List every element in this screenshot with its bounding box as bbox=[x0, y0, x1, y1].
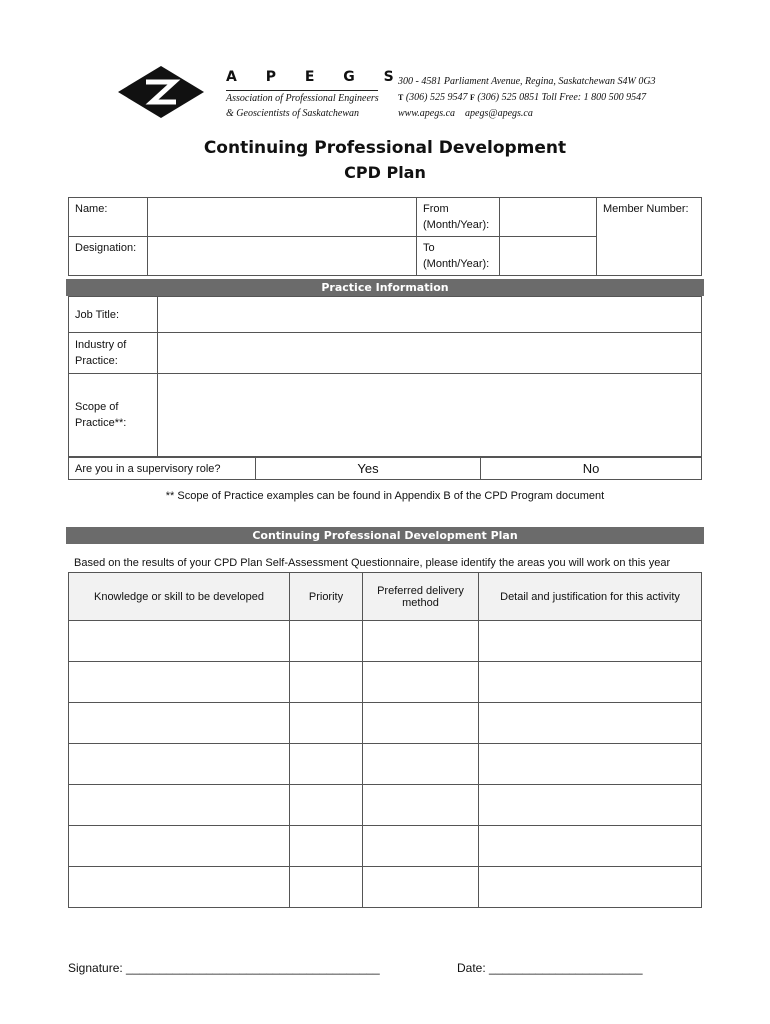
col-delivery-method: Preferred delivery method bbox=[363, 573, 479, 621]
web-line bbox=[398, 108, 533, 119]
col-detail: Detail and justification for this activity bbox=[479, 573, 702, 621]
industry-label: Industry of Practice: bbox=[75, 339, 127, 367]
designation-label: Designation: bbox=[75, 242, 137, 254]
phone: (306) 525 9547 bbox=[405, 92, 468, 103]
designation-field[interactable] bbox=[148, 237, 417, 276]
detail-cell[interactable] bbox=[479, 621, 702, 662]
apegs-logo bbox=[116, 64, 206, 120]
supervisory-label: Are you in a supervisory role? bbox=[75, 462, 221, 475]
knowledge-cell[interactable] bbox=[69, 785, 290, 826]
supervisory-no-option[interactable]: No bbox=[481, 458, 702, 480]
to-label-cell bbox=[417, 237, 500, 276]
delivery-cell[interactable] bbox=[363, 662, 479, 703]
supervisory-yes-option[interactable]: Yes bbox=[256, 458, 481, 480]
col-knowledge: Knowledge or skill to be developed bbox=[69, 573, 290, 621]
cpd-plan-rows bbox=[69, 621, 702, 908]
knowledge-cell[interactable] bbox=[69, 867, 290, 908]
knowledge-cell[interactable] bbox=[69, 621, 290, 662]
delivery-cell[interactable] bbox=[363, 785, 479, 826]
org-line-1: Association of Professional Engineers bbox=[226, 93, 379, 104]
page-subtitle: CPD Plan bbox=[344, 163, 426, 182]
table-row bbox=[69, 826, 702, 867]
date-line[interactable]: _______________________ bbox=[489, 961, 643, 975]
knowledge-cell[interactable] bbox=[69, 744, 290, 785]
priority-cell[interactable] bbox=[290, 703, 363, 744]
cpd-plan-intro: Based on the results of your CPD Plan Self-Assessment Questionnaire, please identify the areas you will work on this year bbox=[74, 557, 671, 569]
from-label: From (Month/Year): bbox=[423, 203, 490, 231]
org-line-2: & Geoscientists of Saskatchewan bbox=[226, 108, 360, 119]
fax-label: F bbox=[470, 93, 475, 102]
address-line: 300 - 4581 Parliament Avenue, Regina, Saskatchewan S4W 0G3 bbox=[398, 76, 656, 87]
table-row bbox=[69, 867, 702, 908]
detail-cell[interactable] bbox=[479, 703, 702, 744]
col-priority: Priority bbox=[290, 573, 363, 621]
supervisory-table bbox=[68, 457, 702, 480]
detail-cell[interactable] bbox=[479, 826, 702, 867]
industry-field[interactable] bbox=[158, 333, 702, 374]
name-label-cell bbox=[69, 198, 148, 237]
knowledge-cell[interactable] bbox=[69, 703, 290, 744]
from-label-cell bbox=[417, 198, 500, 237]
practice-info-table bbox=[68, 296, 702, 457]
job-title-field[interactable] bbox=[158, 297, 702, 333]
signature-line[interactable]: ______________________________________ bbox=[126, 961, 380, 975]
detail-cell[interactable] bbox=[479, 662, 702, 703]
job-title-label: Job Title: bbox=[75, 308, 120, 321]
knowledge-cell[interactable] bbox=[69, 662, 290, 703]
table-row bbox=[69, 785, 702, 826]
to-field[interactable] bbox=[500, 237, 597, 276]
supervisory-label-cell bbox=[69, 458, 256, 480]
scope-footnote: ** Scope of Practice examples can be found in Appendix B of the CPD Program document bbox=[165, 490, 605, 502]
email: apegs@apegs.ca bbox=[465, 108, 533, 119]
detail-cell[interactable] bbox=[479, 744, 702, 785]
brand-name: A P E G S bbox=[226, 69, 406, 85]
delivery-cell[interactable] bbox=[363, 744, 479, 785]
name-label: Name: bbox=[75, 203, 108, 215]
delivery-cell[interactable] bbox=[363, 826, 479, 867]
job-title-label-cell bbox=[69, 297, 158, 333]
date-block bbox=[457, 961, 643, 975]
name-field[interactable] bbox=[148, 198, 417, 237]
table-row bbox=[69, 662, 702, 703]
contact-line bbox=[398, 92, 646, 103]
date-label: Date: bbox=[457, 961, 486, 975]
member-info-table bbox=[68, 197, 702, 276]
page-title: Continuing Professional Development bbox=[203, 138, 567, 158]
priority-cell[interactable] bbox=[290, 621, 363, 662]
priority-cell[interactable] bbox=[290, 785, 363, 826]
signature-block bbox=[68, 961, 380, 975]
table-row bbox=[69, 621, 702, 662]
priority-cell[interactable] bbox=[290, 826, 363, 867]
cpd-plan-table bbox=[68, 572, 702, 908]
scope-label-cell bbox=[69, 374, 158, 457]
website: www.apegs.ca bbox=[398, 108, 456, 119]
practice-info-heading: Practice Information bbox=[66, 279, 704, 296]
signature-label: Signature: bbox=[68, 961, 123, 975]
detail-cell[interactable] bbox=[479, 867, 702, 908]
priority-cell[interactable] bbox=[290, 744, 363, 785]
member-number-label: Member Number: bbox=[603, 203, 689, 215]
priority-cell[interactable] bbox=[290, 867, 363, 908]
delivery-cell[interactable] bbox=[363, 621, 479, 662]
knowledge-cell[interactable] bbox=[69, 826, 290, 867]
designation-label-cell bbox=[69, 237, 148, 276]
brand-divider bbox=[226, 90, 378, 91]
phone-label: T bbox=[398, 93, 404, 102]
table-row bbox=[69, 744, 702, 785]
fax: (306) 525 0851 bbox=[477, 92, 540, 103]
detail-cell[interactable] bbox=[479, 785, 702, 826]
delivery-cell[interactable] bbox=[363, 867, 479, 908]
table-row bbox=[69, 703, 702, 744]
delivery-cell[interactable] bbox=[363, 703, 479, 744]
from-field[interactable] bbox=[500, 198, 597, 237]
scope-label: Scope of Practice**: bbox=[75, 401, 127, 429]
to-label: To (Month/Year): bbox=[423, 242, 490, 270]
cpd-plan-heading: Continuing Professional Development Plan bbox=[66, 527, 704, 544]
industry-label-cell bbox=[69, 333, 158, 374]
member-number-cell[interactable] bbox=[597, 198, 702, 276]
priority-cell[interactable] bbox=[290, 662, 363, 703]
scope-field[interactable] bbox=[158, 374, 702, 457]
toll-free: Toll Free: 1 800 500 9547 bbox=[541, 92, 647, 103]
